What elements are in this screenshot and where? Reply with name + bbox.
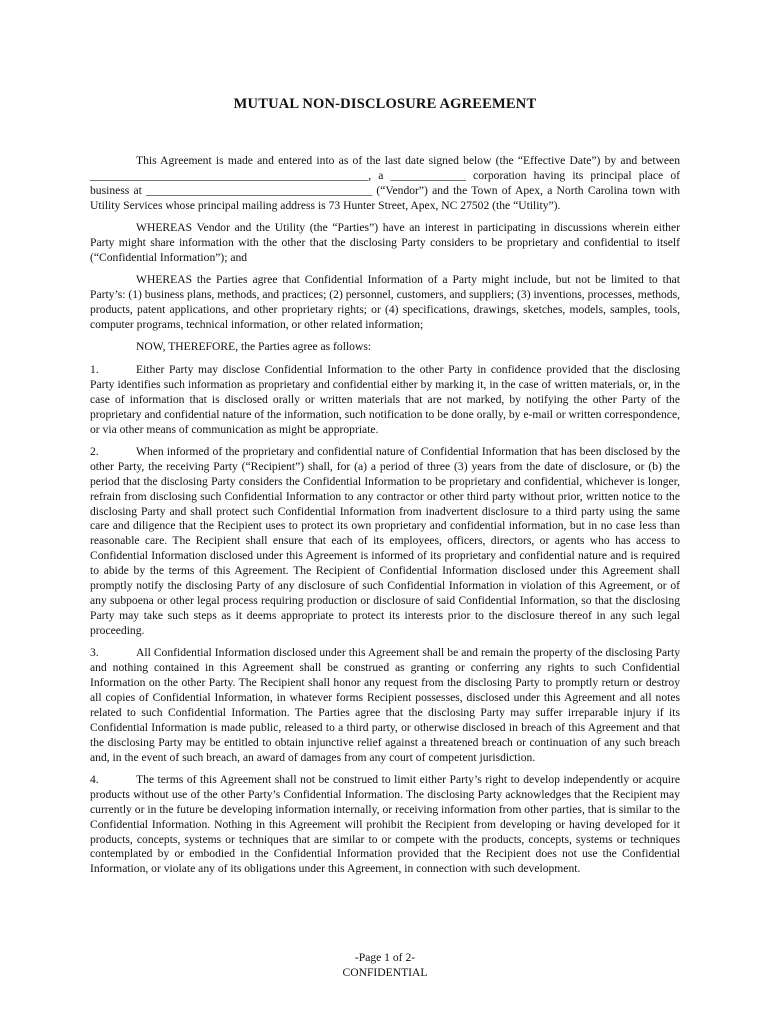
clause-text: The terms of this Agreement shall not be construed to limit either Party’s right to develop independently or acquire products without use of the other Party’s Confidential Information. The disclosing Party acknowledges that the Recipient may currently or in the future be developing information internally, or receiving information from other parties, that is similar to the Confidential Information. Nothing in this Agreement will prohibit the Recipient from developing or having developed for it products, concepts, systems or techniques that are similar to or compete with the products, concepts, systems or techniques contemplated by or embodied in the Confidential Information provided that the Recipient does not use the Confidential Information, or violate any of its obligations under this Agreement, in connection with such development.	[90, 772, 680, 876]
intro-paragraph: This Agreement is made and entered into as of the last date signed below (the “Effective Date”) by and between ________________________________________________, a _____________ corporation having its principal place of business at _______________________________________ (“Vendor”) and the Town of Apex, a North Carolina town with Utility Services whose principal mailing address is 73 Hunter Street, Apex, NC 27502 (the “Utility”).	[90, 154, 680, 212]
clause-1	[90, 363, 680, 438]
clause-3	[90, 646, 680, 765]
confidential-label: CONFIDENTIAL	[342, 966, 428, 979]
now-therefore-paragraph: NOW, THEREFORE, the Parties agree as follows:	[136, 340, 372, 354]
whereas-paragraph-2: WHEREAS the Parties agree that Confidential Information of a Party might include, but not be limited to that Party’s: (1) business plans, methods, and practices; (2) personnel, customers, and suppliers; (3) inventions, processes, methods, products, patent applications, and other proprietary rights; or (4) specifications, drawings, sketches, models, samples, tools, computer programs, technical information, or other related information;	[90, 273, 680, 332]
clause-2	[90, 445, 680, 639]
clause-number: 2.	[90, 444, 99, 458]
document-body	[90, 154, 680, 885]
page-footer	[0, 950, 770, 980]
clause-number: 3.	[90, 646, 99, 660]
clause-text: Either Party may disclose Confidential Information to the other Party in confidence provided that the disclosing Party identifies such information as proprietary and confidential either by marking it, in the case of written materials, or, in the case of information that is disclosed orally or written materials that are not marked, by notifying the other Party of the proprietary and confidential nature of the information, such notification to be done orally, by e-mail or written correspondence, or via other means of communication as might be appropriate.	[90, 362, 680, 436]
whereas-paragraph-1: WHEREAS Vendor and the Utility (the “Parties”) have an interest in participating in discussions wherein either Party might share information with the other that the disclosing Party considers to be proprietary and confidential to itself (“Confidential Information”); and	[90, 221, 680, 264]
page-number: -Page 1 of 2-	[354, 951, 416, 964]
clause-4	[90, 773, 680, 877]
clause-text: When informed of the proprietary and confidential nature of Confidential Information that has been disclosed by the other Party, the receiving Party (“Recipient”) shall, for (a) a period of three (3) years from the date of disclosure, or (b) the period that the disclosing Party considers the Confidential Information to be proprietary and confidential, whichever is longer, refrain from disclosing such Confidential Information to any contractor or other third party without prior, written notice to the disclosing Party and shall protect such Confidential Information from inadvertent disclosure to a third party using the same care and diligence that the Recipient uses to protect its own proprietary and confidential information, but in no case less than reasonable care. The Recipient shall ensure that each of its employees, officers, directors, or agents who has access to Confidential Information disclosed under this Agreement is informed of its proprietary and confidential nature and is required to abide by the terms of this Agreement. The Recipient of Confidential Information disclosed under this Agreement shall promptly notify the disclosing Party of any disclosure of such Confidential Information in violation of this Agreement, or of any subpoena or other legal process requiring production or disclosure of said Confidential Information, so that the disclosing Party may take such steps as it deems appropriate to protect its interests prior to the disclosure thereof in any such legal proceeding.	[90, 444, 680, 637]
clause-number: 1.	[90, 362, 99, 376]
clause-number: 4.	[90, 772, 99, 786]
clause-text: All Confidential Information disclosed under this Agreement shall be and remain the property of the disclosing Party and nothing contained in this Agreement shall be construed as granting or conferring any rights to such Confidential Information on the other Party. The Recipient shall honor any request from the disclosing Party to promptly return or destroy all copies of Confidential Information, in whatever forms Recipient possesses, disclosed under this Agreement and all notes related to such Confidential Information. The Parties agree that the disclosing Party may suffer irreparable injury if its Confidential Information is made public, released to a third party, or otherwise disclosed in breach of this Agreement and that the disclosing Party may be entitled to obtain injunctive relief against a threatened breach or continuation of any such breach and, in the event of such breach, an award of damages from any court of competent jurisdiction.	[90, 646, 680, 764]
document-title: MUTUAL NON-DISCLOSURE AGREEMENT	[233, 96, 537, 112]
